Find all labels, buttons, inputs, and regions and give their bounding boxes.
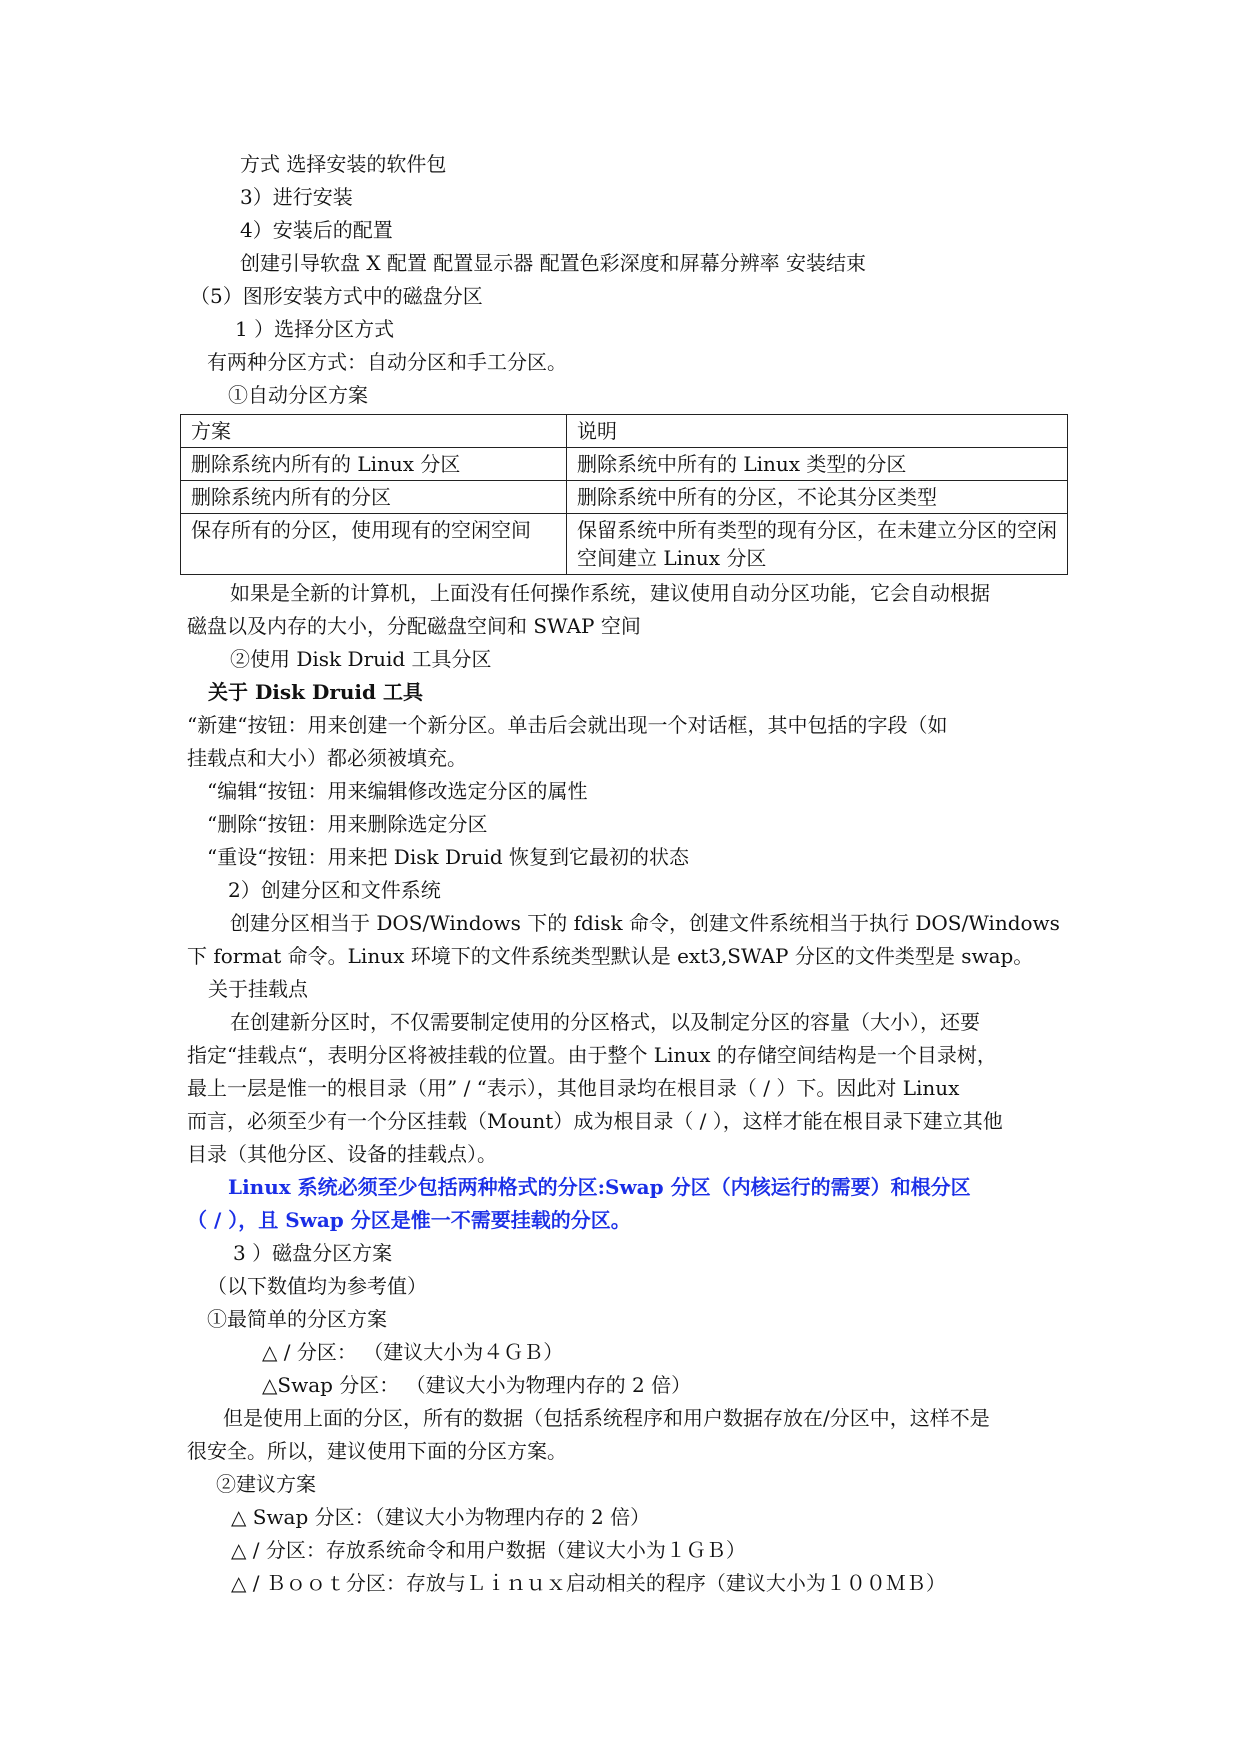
text-line: 创建引导软盘 X 配置 配置显示器 配置色彩深度和屏幕分辨率 安装结束 bbox=[240, 251, 867, 275]
text-line: 很安全。所以，建议使用下面的分区方案。 bbox=[187, 1439, 567, 1463]
text-line: ①自动分区方案 bbox=[228, 383, 368, 407]
table-cell: 删除系统中所有的 Linux 类型的分区 bbox=[567, 448, 1068, 481]
text-line: 如果是全新的计算机，上面没有任何操作系统，建议使用自动分区功能，它会自动根据 bbox=[230, 581, 990, 605]
text-line: ②使用 Disk Druid 工具分区 bbox=[230, 647, 492, 671]
subsection-heading: 3 ）磁盘分区方案 bbox=[233, 1241, 393, 1265]
table-row bbox=[181, 514, 1068, 575]
text-line: 3）进行安装 bbox=[240, 185, 353, 209]
table-cell: 删除系统内所有的分区 bbox=[181, 481, 567, 514]
section-heading: （5）图形安装方式中的磁盘分区 bbox=[190, 284, 483, 308]
text-line: △ / 分区：存放系统命令和用户数据（建议大小为１ＧＢ） bbox=[231, 1538, 746, 1562]
table-header-cell: 方案 bbox=[181, 415, 567, 448]
text-line: “重设“按钮：用来把 Disk Druid 恢复到它最初的状态 bbox=[207, 845, 690, 869]
table-cell: 删除系统内所有的 Linux 分区 bbox=[181, 448, 567, 481]
text-line: 4）安装后的配置 bbox=[240, 218, 393, 242]
table-header-row bbox=[181, 415, 1068, 448]
table-cell: 保留系统中所有类型的现有分区，在未建立分区的空闲空间建立 Linux 分区 bbox=[567, 514, 1068, 575]
table-row bbox=[181, 448, 1068, 481]
text-line: （以下数值均为参考值） bbox=[207, 1274, 427, 1298]
text-line: 有两种分区方式：自动分区和手工分区。 bbox=[207, 350, 567, 374]
text-line: △ / Ｂｏｏｔ分区：存放与Ｌｉｎｕｘ启动相关的程序（建议大小为１００ＭＢ） bbox=[231, 1571, 946, 1595]
text-line: 在创建新分区时，不仅需要制定使用的分区格式，以及制定分区的容量（大小），还要 bbox=[230, 1010, 980, 1034]
table-cell: 删除系统中所有的分区，不论其分区类型 bbox=[567, 481, 1068, 514]
text-line: 挂载点和大小）都必须被填充。 bbox=[187, 746, 467, 770]
table-cell: 保存所有的分区，使用现有的空闲空间 bbox=[181, 514, 567, 575]
text-line: △ Swap 分区：（建议大小为物理内存的 2 倍） bbox=[231, 1505, 651, 1529]
text-line: 而言，必须至少有一个分区挂载（Mount）成为根目录（ / ），这样才能在根目录下建立其他 bbox=[187, 1109, 1003, 1133]
text-line: 指定“挂载点“，表明分区将被挂载的位置。由于整个 Linux 的存储空间结构是一个目录树， bbox=[187, 1043, 997, 1067]
text-line: ②建议方案 bbox=[216, 1472, 316, 1496]
text-line: “删除“按钮：用来删除选定分区 bbox=[207, 812, 488, 836]
highlighted-text: （ / ），且 Swap 分区是惟一不需要挂载的分区。 bbox=[187, 1208, 631, 1232]
text-line: 最上一层是惟一的根目录（用” / “表示），其他目录均在根目录（ / ）下。因此对 Linux bbox=[187, 1076, 960, 1100]
subsection-heading: 1 ）选择分区方式 bbox=[235, 317, 395, 341]
text-line: 下 format 命令。Linux 环境下的文件系统类型默认是 ext3,SWAP 分区的文件类型是 swap。 bbox=[187, 944, 1034, 968]
highlighted-text: Linux 系统必须至少包括两种格式的分区:Swap 分区（内核运行的需要）和根分区 bbox=[228, 1175, 971, 1199]
text-line: 磁盘以及内存的大小，分配磁盘空间和 SWAP 空间 bbox=[187, 614, 641, 638]
text-line: △ / 分区： （建议大小为４ＧＢ） bbox=[262, 1340, 564, 1364]
partition-scheme-table bbox=[180, 414, 1068, 575]
text-line: 但是使用上面的分区，所有的数据（包括系统程序和用户数据存放在/分区中，这样不是 bbox=[223, 1406, 990, 1430]
text-line: “新建“按钮：用来创建一个新分区。单击后会就出现一个对话框，其中包括的字段（如 bbox=[187, 713, 948, 737]
text-line: 方式 选择安装的软件包 bbox=[240, 152, 447, 176]
text-line: “编辑“按钮：用来编辑修改选定分区的属性 bbox=[207, 779, 588, 803]
bold-heading: 关于 Disk Druid 工具 bbox=[208, 680, 423, 704]
text-line: △Swap 分区： （建议大小为物理内存的 2 倍） bbox=[262, 1373, 692, 1397]
text-line: ①最简单的分区方案 bbox=[207, 1307, 387, 1331]
table-header-cell: 说明 bbox=[567, 415, 1068, 448]
table-row bbox=[181, 481, 1068, 514]
text-line: 目录（其他分区、设备的挂载点）。 bbox=[187, 1142, 497, 1166]
text-line: 关于挂载点 bbox=[208, 977, 308, 1001]
subsection-heading: 2）创建分区和文件系统 bbox=[228, 878, 441, 902]
text-line: 创建分区相当于 DOS/Windows 下的 fdisk 命令，创建文件系统相当于执行 DOS/Windows bbox=[230, 911, 1060, 935]
